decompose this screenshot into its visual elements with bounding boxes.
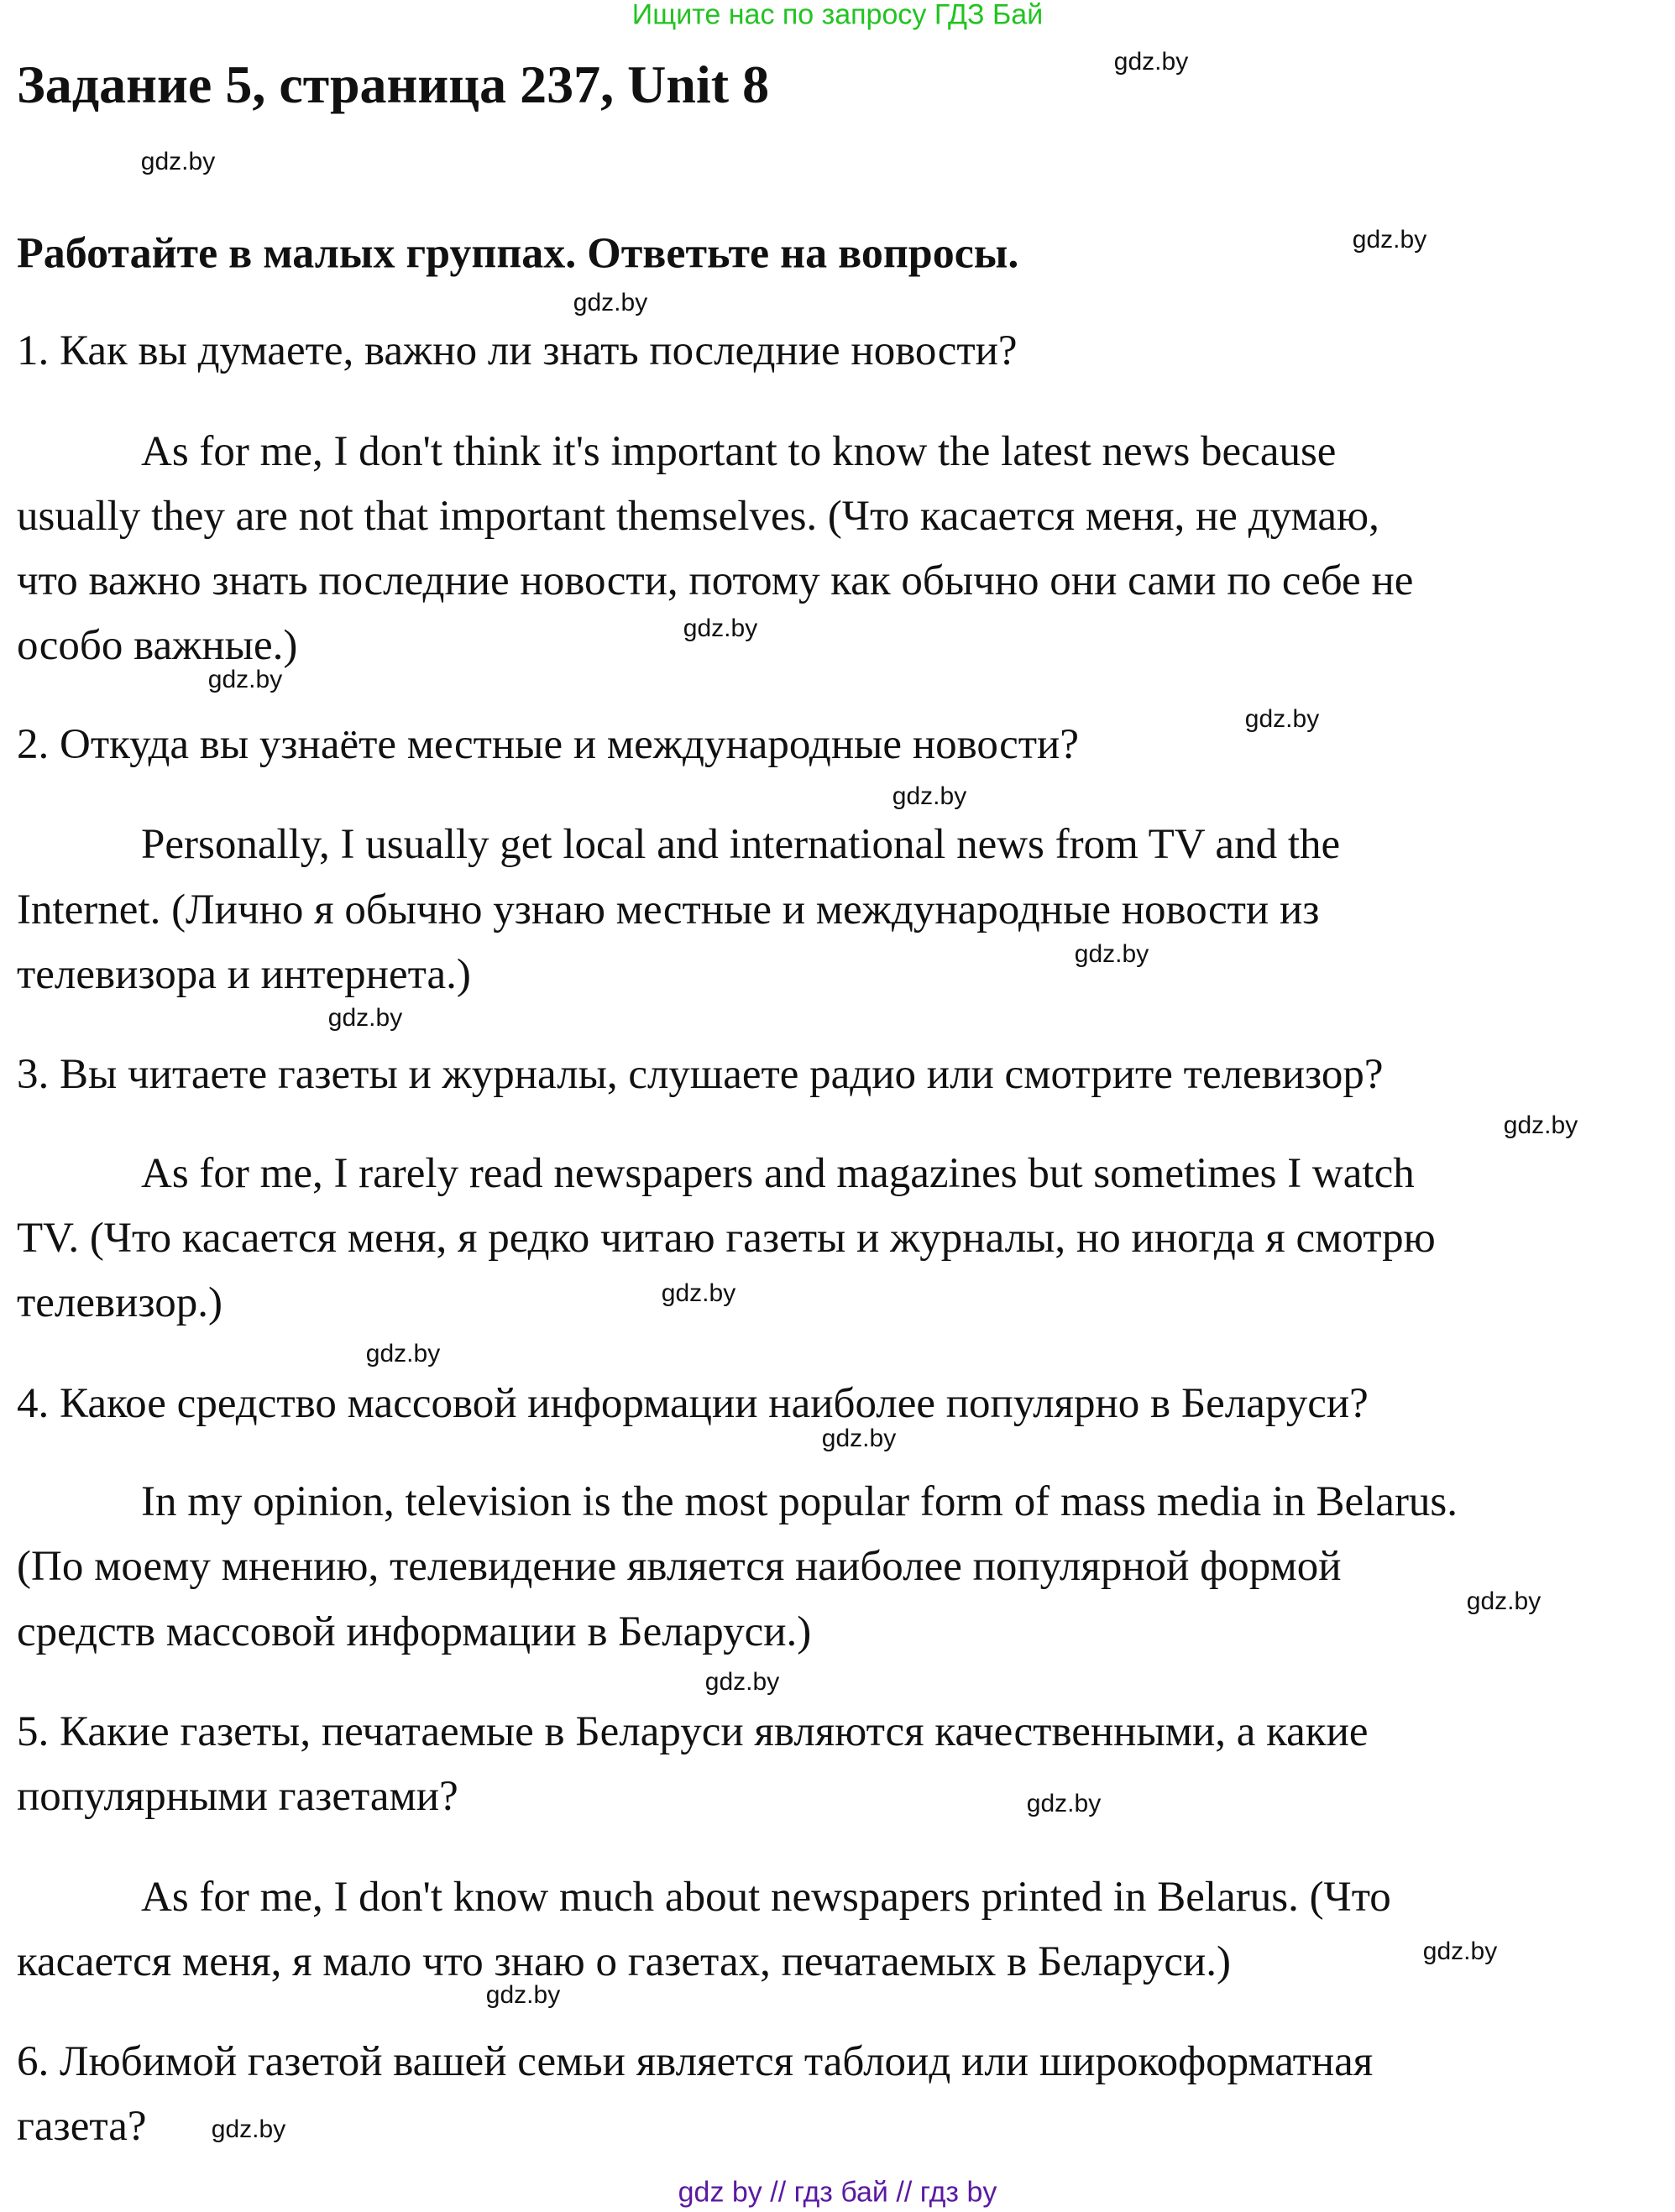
watermark: gdz.by (1074, 940, 1149, 968)
answer-3-line: TV. (Что касается меня, я редко читаю газеты и журналы, но иногда я смотрю (17, 1215, 1436, 1262)
question-4: 4. Какое средство массовой информации наиболее популярно в Беларуси? (17, 1380, 1369, 1427)
answer-5-line: As for me, I don't know much about newspapers printed in Belarus. (Что (141, 1874, 1391, 1921)
answer-1-line: usually they are not that important themselves. (Что касается меня, не думаю, (17, 493, 1379, 540)
watermark: gdz.by (1026, 1790, 1102, 1817)
watermark: gdz.by (211, 2115, 286, 2143)
watermark: gdz.by (892, 782, 967, 810)
answer-3-line: As for me, I rarely read newspapers and magazines but sometimes I watch (141, 1150, 1415, 1197)
question-6: газета? (17, 2103, 147, 2150)
watermark: gdz.by (683, 614, 758, 642)
watermark: gdz.by (365, 1340, 441, 1367)
watermark: gdz.by (485, 1981, 561, 2009)
footer-links: gdz by // гдз бай // гдз by (678, 2176, 997, 2209)
answer-2-line: Internet. (Лично я обычно узнаю местные и международные новости из (17, 886, 1320, 933)
question-2: 2. Откуда вы узнаёте местные и международные новости? (17, 721, 1079, 768)
watermark: gdz.by (1466, 1587, 1542, 1615)
question-3: 3. Вы читаете газеты и журналы, слушаете радио или смотрите телевизор? (17, 1051, 1384, 1098)
watermark: gdz.by (327, 1004, 403, 1032)
answer-1-line: что важно знать последние новости, потому как обычно они сами по себе не (17, 557, 1414, 604)
watermark: gdz.by (1352, 226, 1427, 254)
question-6: 6. Любимой газетой вашей семьи является таблоид или широкоформатная (17, 2038, 1374, 2085)
answer-1-line: As for me, I don't think it's important to know the latest news because (141, 428, 1337, 475)
watermark: gdz.by (1422, 1937, 1498, 1965)
question-1: 1. Как вы думаете, важно ли знать последние новости? (17, 327, 1018, 374)
watermark: gdz.by (704, 1668, 780, 1696)
search-hint-banner: Ищите нас по запросу ГДЗ Бай (631, 0, 1044, 31)
instruction-heading: Работайте в малых группах. Ответьте на вопросы. (17, 229, 1019, 278)
watermark: gdz.by (140, 148, 216, 175)
watermark: gdz.by (573, 289, 648, 316)
watermark: gdz.by (207, 666, 283, 693)
watermark: gdz.by (1113, 48, 1189, 76)
watermark: gdz.by (1244, 705, 1320, 733)
question-5: популярными газетами? (17, 1773, 458, 1820)
question-5: 5. Какие газеты, печатаемые в Беларуси являются качественными, а какие (17, 1708, 1369, 1755)
answer-1-line: особо важные.) (17, 622, 298, 669)
page-title: Задание 5, страница 237, Unit 8 (17, 55, 770, 114)
answer-3-line: телевизор.) (17, 1279, 222, 1326)
answer-2-line: телевизора и интернета.) (17, 951, 471, 998)
answer-4-line: средств массовой информации в Беларуси.) (17, 1608, 812, 1655)
watermark: gdz.by (1503, 1111, 1578, 1139)
watermark: gdz.by (661, 1279, 736, 1307)
answer-5-line: касается меня, я мало что знаю о газетах, печатаемых в Беларуси.) (17, 1938, 1232, 1985)
watermark: gdz.by (821, 1425, 897, 1452)
answer-4-line: (По моему мнению, телевидение является наиболее популярной формой (17, 1543, 1342, 1590)
answer-4-line: In my opinion, television is the most popular form of mass media in Belarus. (141, 1478, 1458, 1525)
answer-2-line: Personally, I usually get local and international news from TV and the (141, 821, 1341, 868)
